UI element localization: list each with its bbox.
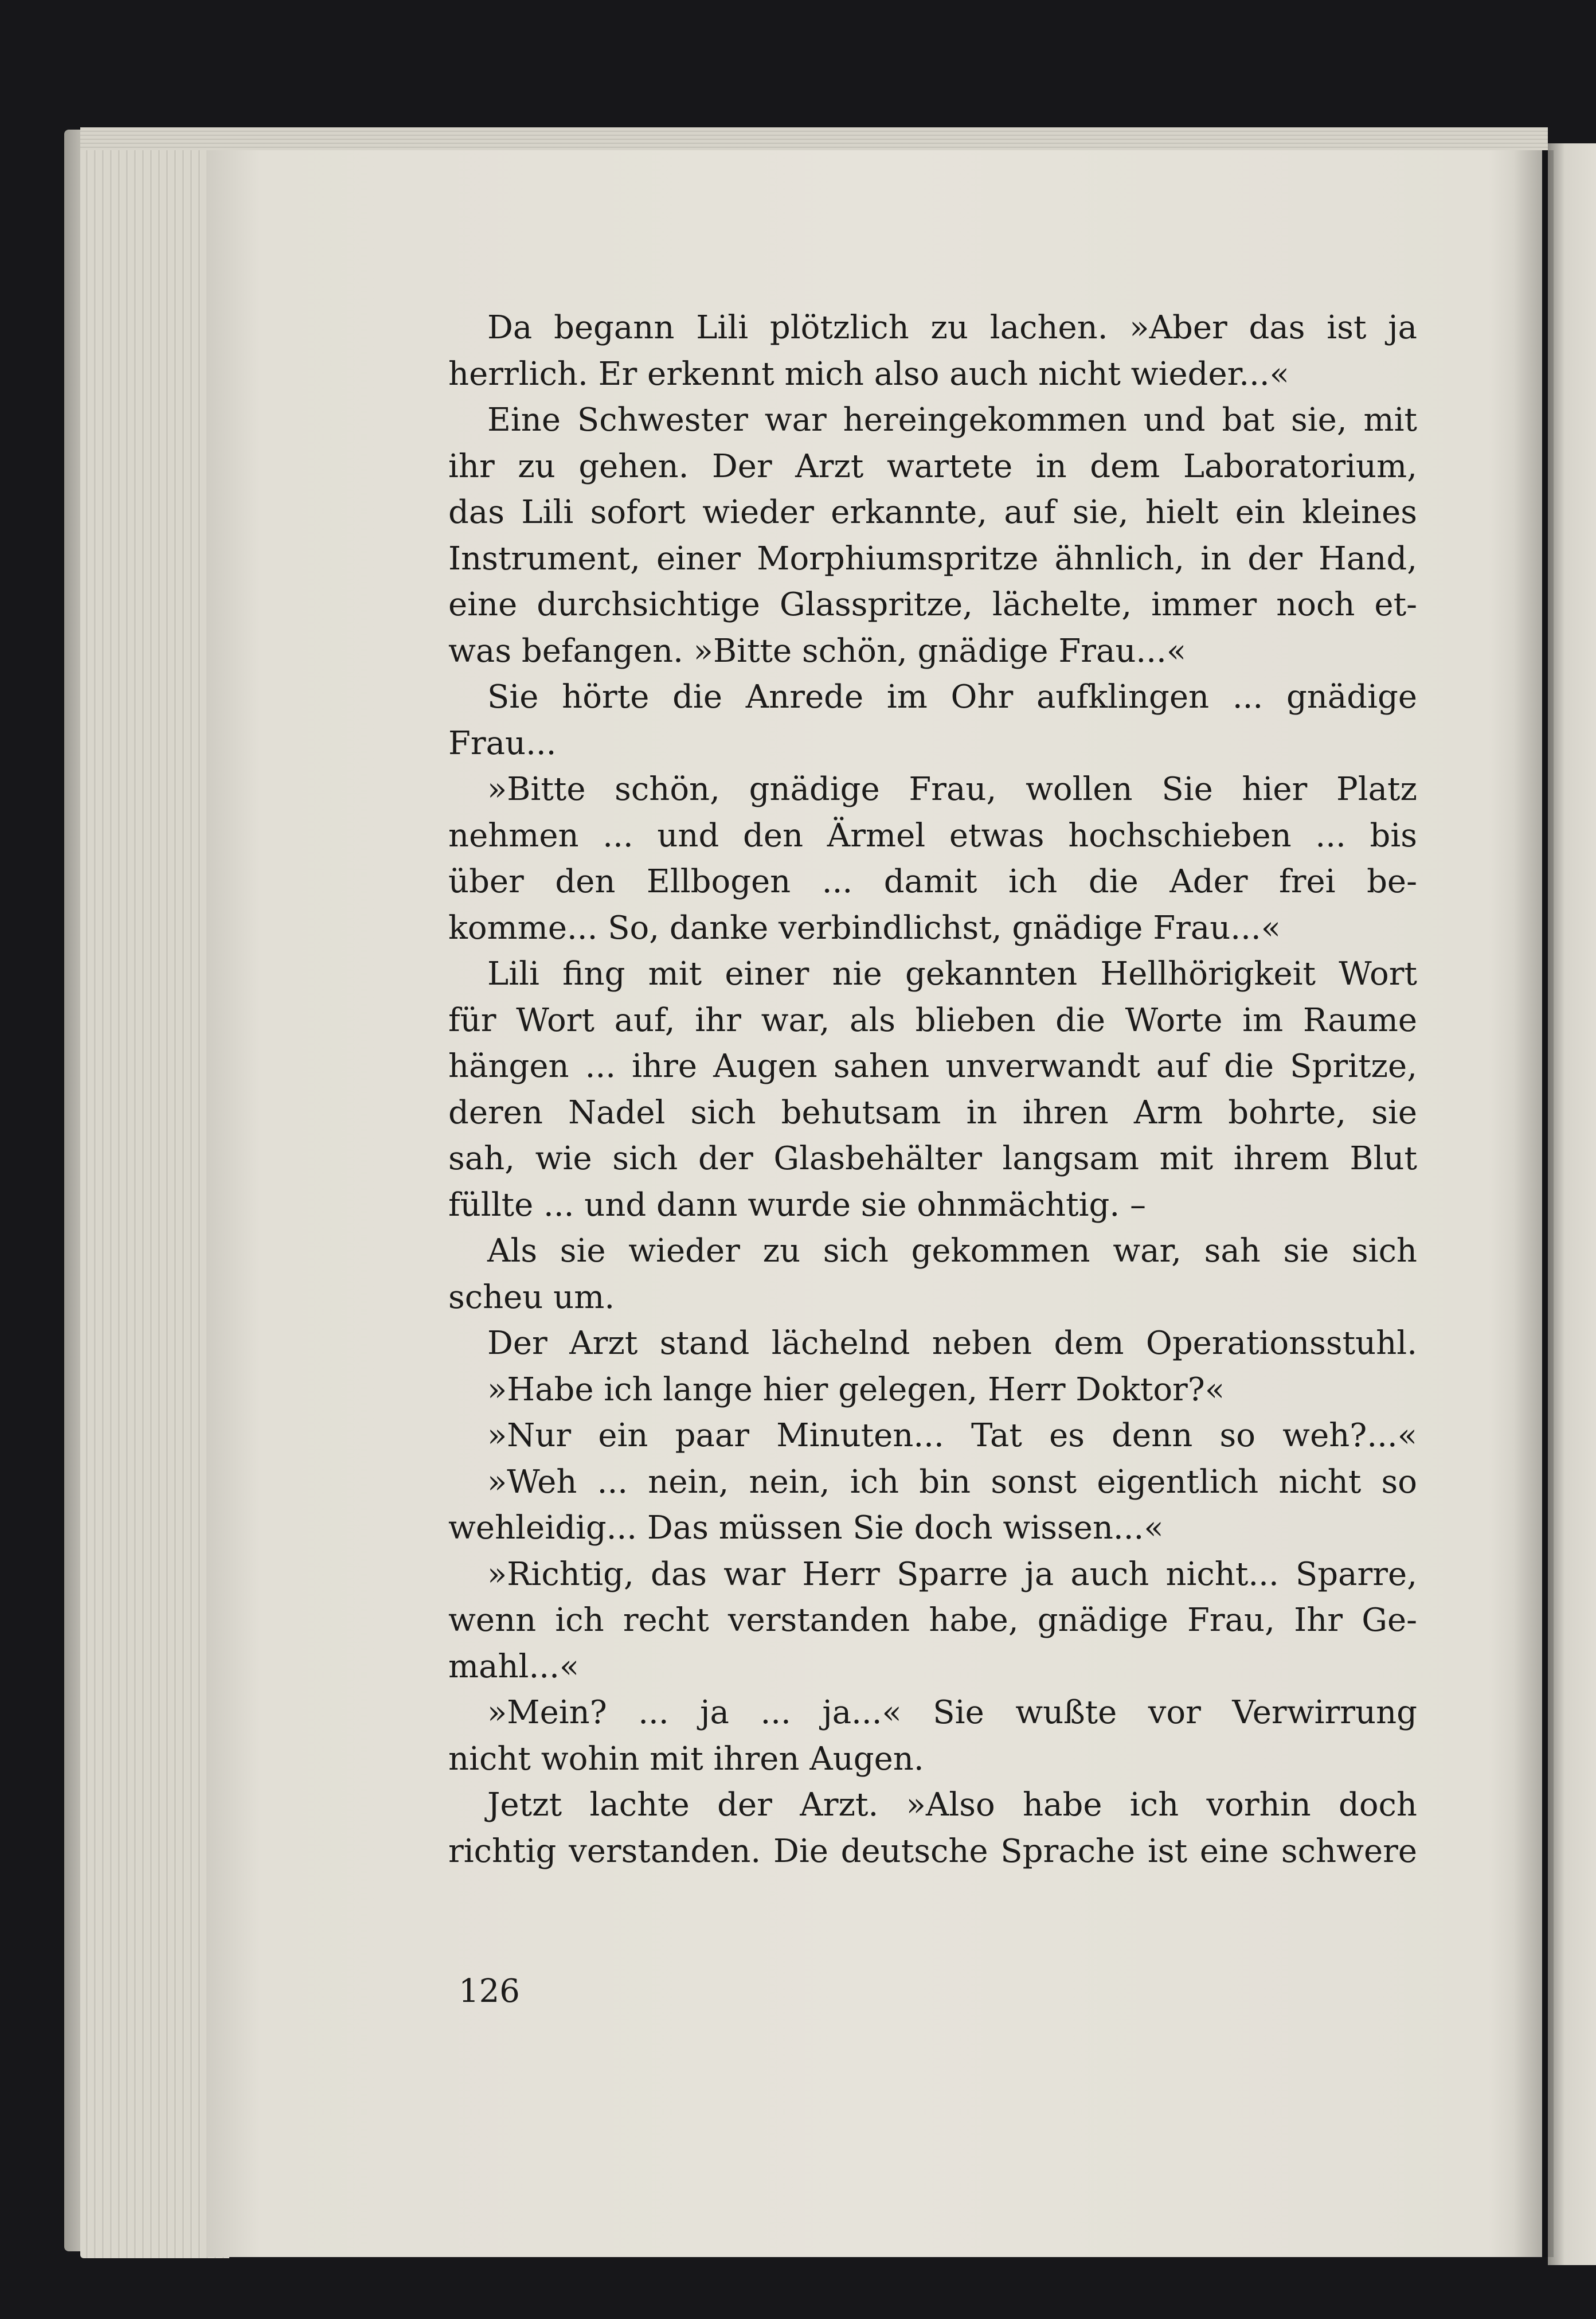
- text-line: ihr zu gehen. Der Arzt wartete in dem Laboratorium,: [448, 447, 1417, 485]
- text-line: wehleidig... Das müssen Sie doch wissen...«: [448, 1509, 1164, 1547]
- page-number: 126: [459, 1973, 520, 2010]
- text-line: füllte ... und dann wurde sie ohnmächtig. –: [448, 1186, 1146, 1224]
- text-line: herrlich. Er erkennt mich also auch nicht wieder...«: [448, 355, 1289, 393]
- text-line: Instrument, einer Morphiumspritze ähnlich, in der Hand,: [448, 540, 1417, 577]
- text-line: eine durchsichtige Glasspritze, lächelte, immer noch et-: [448, 586, 1417, 623]
- text-line: Da begann Lili plötzlich zu lachen. »Aber das ist ja: [487, 309, 1417, 346]
- text-line: was befangen. »Bitte schön, gnädige Frau...«: [448, 632, 1187, 670]
- text-line: mahl...«: [448, 1647, 580, 1685]
- text-line: »Habe ich lange hier gelegen, Herr Doktor?«: [487, 1371, 1225, 1408]
- text-line: scheu um.: [448, 1278, 615, 1316]
- text-line: »Weh ... nein, nein, ich bin sonst eigentlich nicht so: [487, 1463, 1417, 1501]
- text-line: über den Ellbogen ... damit ich die Ader frei be-: [448, 863, 1417, 900]
- facing-page-edge: [1548, 143, 1596, 2265]
- text-line: Sie hörte die Anrede im Ohr aufklingen ... gnädige: [487, 678, 1417, 716]
- text-line: Lili fing mit einer nie gekannten Hellhörigkeit Wort: [487, 955, 1417, 993]
- text-line: »Nur ein paar Minuten... Tat es denn so weh?...«: [487, 1417, 1417, 1454]
- text-line: nicht wohin mit ihren Augen.: [448, 1740, 924, 1778]
- text-line: Frau...: [448, 724, 557, 762]
- text-line: richtig verstanden. Die deutsche Sprache ist eine schwere: [448, 1832, 1417, 1870]
- gutter-shadow: [1513, 150, 1554, 2257]
- text-line: sah, wie sich der Glasbehälter langsam mit ihrem Blut: [448, 1140, 1417, 1177]
- page-body-text: [448, 305, 1417, 1875]
- text-line: wenn ich recht verstanden habe, gnädige Frau, Ihr Ge-: [448, 1602, 1417, 1639]
- text-line: für Wort auf, ihr war, als blieben die Worte im Raume: [448, 1001, 1417, 1039]
- text-line: nehmen ... und den Ärmel etwas hochschieben ... bis: [448, 817, 1417, 854]
- text-line: deren Nadel sich behutsam in ihren Arm bohrte, sie: [448, 1094, 1417, 1131]
- text-line: Jetzt lachte der Arzt. »Also habe ich vorhin doch: [487, 1786, 1417, 1824]
- text-line: »Bitte schön, gnädige Frau, wollen Sie hier Platz: [487, 771, 1417, 808]
- text-line: hängen ... ihre Augen sahen unverwandt auf die Spritze,: [448, 1048, 1417, 1085]
- text-line: Der Arzt stand lächelnd neben dem Operationsstuhl.: [487, 1325, 1417, 1362]
- text-line: komme... So, danke verbindlichst, gnädige Frau...«: [448, 909, 1281, 947]
- text-line: Als sie wieder zu sich gekommen war, sah sie sich: [487, 1232, 1417, 1270]
- text-line: Eine Schwester war hereingekommen und bat sie, mit: [487, 401, 1417, 439]
- book-top-edge: [80, 127, 1548, 150]
- text-line: »Mein? ... ja ... ja...« Sie wußte vor Verwirrung: [487, 1694, 1417, 1731]
- text-line: »Richtig, das war Herr Sparre ja auch nicht... Sparre,: [487, 1555, 1417, 1593]
- text-line: das Lili sofort wieder erkannte, auf sie, hielt ein kleines: [448, 494, 1417, 531]
